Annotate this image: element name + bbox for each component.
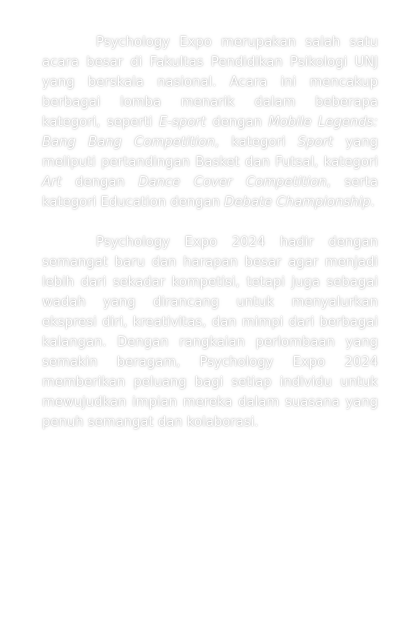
intro-paragraph [42,33,378,213]
text-segment: dengan [61,175,139,190]
text-segment-italic: Mobile Legends: Bang Bang Competition [42,115,378,150]
text-segment-italic: Art [42,175,62,190]
vision-paragraph [42,233,378,433]
text-segment-italic: Sport [297,135,334,150]
text-segment: dengan [205,115,269,130]
text-segment: . [370,195,375,210]
text-segment-italic: Debate Championship [224,195,371,210]
text-segment: , kategori [214,135,298,150]
text-segment: Psychology Expo 2024 hadir dengan semangat baru dan harapan besar agar menjadi lebih dari sekadar kompetisi, tetapi juga sebagai wadah yang dirancang untuk menyalurkan ekspresi diri, kreativitas, dan mimpi dari berbagai kalangan. Dengan rangkaian perlombaan yang semakin beragam, Psychology Expo 2024 memberikan peluang bagi setiap individu untuk mewujudkan impian mereka dalam suasana yang penuh semangat dan kolaborasi. [42,235,378,430]
description-text-block [42,33,378,433]
text-segment: Psychology Expo merupakan salah satu acara besar di Fakultas Pendidikan Psikologi UNJ yang berskala nasional. Acara ini mencakup berbagai lomba menarik dalam beberapa kategori, seperti [42,35,378,130]
text-segment-italic: Dance Cover Competition [138,175,327,190]
text-segment: yang meliputi pertandingan Basket dan Futsal, kategori [42,135,378,170]
text-segment-italic: E-sport [158,115,206,130]
text-segment: , serta kategori Education dengan [42,175,378,210]
